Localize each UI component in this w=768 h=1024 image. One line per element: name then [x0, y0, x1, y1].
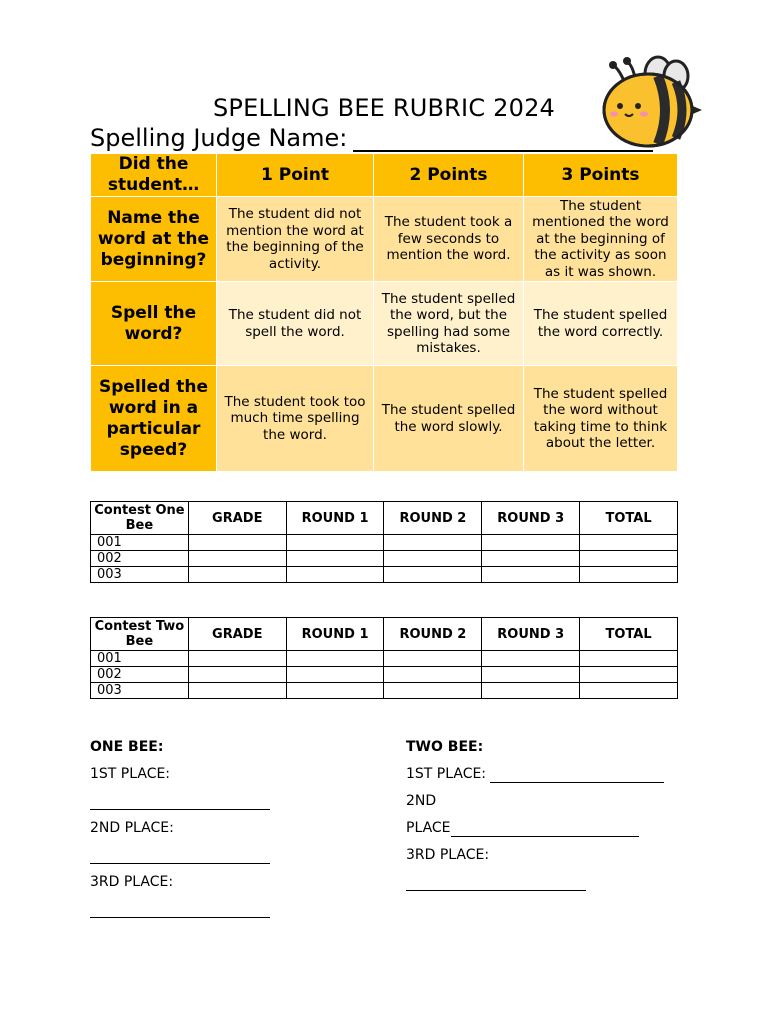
one-bee-first-label: 1ST PLACE: — [90, 766, 171, 782]
contestant-id: 003 — [91, 683, 189, 699]
grade-cell[interactable] — [188, 683, 286, 699]
contestant-id: 002 — [91, 667, 189, 683]
two-bee-second-label-b: PLACE — [406, 820, 451, 836]
score-header-round-1: ROUND 1 — [286, 618, 384, 651]
rubric-cell: The student spelled the word correctly. — [524, 282, 678, 366]
rubric-question: Spelled the word in a particular speed? — [91, 366, 217, 472]
rubric-row — [91, 197, 678, 282]
round-2-cell[interactable] — [384, 551, 482, 567]
contestant-id: 001 — [91, 651, 189, 667]
table-row — [91, 567, 678, 583]
score-header-total: TOTAL — [580, 618, 678, 651]
score-table-two-bee — [90, 617, 678, 699]
round-3-cell[interactable] — [482, 567, 580, 583]
round-1-cell[interactable] — [286, 567, 384, 583]
grade-cell[interactable] — [188, 567, 286, 583]
contestant-id: 001 — [91, 535, 189, 551]
score-header-round-2: ROUND 2 — [384, 618, 482, 651]
score-header-round-2: ROUND 2 — [384, 502, 482, 535]
two-bee-winners — [406, 738, 664, 900]
table-row — [91, 651, 678, 667]
rubric-row — [91, 282, 678, 366]
table-row — [91, 535, 678, 551]
round-1-cell[interactable] — [286, 551, 384, 567]
grade-cell[interactable] — [188, 535, 286, 551]
rubric-header-row — [91, 154, 678, 197]
rubric-table — [90, 153, 678, 472]
rubric-cell: The student did not spell the word. — [217, 282, 374, 366]
bee-illustration-icon — [596, 52, 704, 152]
score-table-one-bee — [90, 501, 678, 583]
rubric-header-3-points: 3 Points — [524, 154, 678, 197]
round-1-cell[interactable] — [286, 651, 384, 667]
total-cell[interactable] — [580, 667, 678, 683]
rubric-question: Name the word at the beginning? — [91, 197, 217, 282]
rubric-cell: The student spelled the word without taking time to think about the letter. — [524, 366, 678, 472]
two-bee-title: TWO BEE: — [406, 739, 484, 755]
judge-name-field — [90, 124, 653, 152]
rubric-row — [91, 366, 678, 472]
grade-cell[interactable] — [188, 551, 286, 567]
table-row — [91, 683, 678, 699]
two-bee-second-label-a: 2ND — [406, 793, 437, 809]
round-2-cell[interactable] — [384, 667, 482, 683]
two-bee-first-blank[interactable] — [490, 767, 664, 783]
rubric-header-criteria: Did the student… — [91, 154, 217, 197]
judge-name-label: Spelling Judge Name: — [90, 124, 348, 152]
rubric-cell: The student spelled the word, but the spelling had some mistakes. — [374, 282, 524, 366]
total-cell[interactable] — [580, 683, 678, 699]
round-3-cell[interactable] — [482, 551, 580, 567]
one-bee-first-blank[interactable] — [90, 794, 270, 810]
round-1-cell[interactable] — [286, 535, 384, 551]
score-header-round-3: ROUND 3 — [482, 502, 580, 535]
score-header-row — [91, 618, 678, 651]
one-bee-winners — [90, 738, 270, 927]
round-3-cell[interactable] — [482, 667, 580, 683]
rubric-cell: The student spelled the word slowly. — [374, 366, 524, 472]
one-bee-third-label: 3RD PLACE: — [90, 874, 174, 890]
round-2-cell[interactable] — [384, 651, 482, 667]
score-header-contest: Contest Two Bee — [91, 618, 189, 651]
round-1-cell[interactable] — [286, 683, 384, 699]
score-header-grade: GRADE — [188, 502, 286, 535]
contestant-id: 003 — [91, 567, 189, 583]
rubric-header-1-point: 1 Point — [217, 154, 374, 197]
rubric-cell: The student mentioned the word at the beginning of the activity as soon as it was shown. — [524, 197, 678, 282]
total-cell[interactable] — [580, 567, 678, 583]
two-bee-second-blank[interactable] — [451, 821, 639, 837]
page-title: SPELLING BEE RUBRIC 2024 — [212, 94, 556, 122]
score-header-grade: GRADE — [188, 618, 286, 651]
one-bee-second-blank[interactable] — [90, 848, 270, 864]
one-bee-title: ONE BEE: — [90, 739, 164, 755]
score-header-round-1: ROUND 1 — [286, 502, 384, 535]
total-cell[interactable] — [580, 651, 678, 667]
score-header-contest: Contest One Bee — [91, 502, 189, 535]
rubric-cell: The student did not mention the word at the beginning of the activity. — [217, 197, 374, 282]
total-cell[interactable] — [580, 551, 678, 567]
table-row — [91, 667, 678, 683]
score-header-row — [91, 502, 678, 535]
round-3-cell[interactable] — [482, 683, 580, 699]
score-header-round-3: ROUND 3 — [482, 618, 580, 651]
grade-cell[interactable] — [188, 667, 286, 683]
grade-cell[interactable] — [188, 651, 286, 667]
two-bee-third-label: 3RD PLACE: — [406, 847, 490, 863]
rubric-header-2-points: 2 Points — [374, 154, 524, 197]
rubric-cell: The student took a few seconds to mention the word. — [374, 197, 524, 282]
round-1-cell[interactable] — [286, 667, 384, 683]
round-2-cell[interactable] — [384, 683, 482, 699]
round-2-cell[interactable] — [384, 535, 482, 551]
one-bee-third-blank[interactable] — [90, 902, 270, 918]
one-bee-second-label: 2ND PLACE: — [90, 820, 174, 836]
round-3-cell[interactable] — [482, 535, 580, 551]
contestant-id: 002 — [91, 551, 189, 567]
round-2-cell[interactable] — [384, 567, 482, 583]
round-3-cell[interactable] — [482, 651, 580, 667]
rubric-cell: The student took too much time spelling the word. — [217, 366, 374, 472]
total-cell[interactable] — [580, 535, 678, 551]
rubric-question: Spell the word? — [91, 282, 217, 366]
score-header-total: TOTAL — [580, 502, 678, 535]
two-bee-third-blank[interactable] — [406, 875, 586, 891]
table-row — [91, 551, 678, 567]
two-bee-first-label: 1ST PLACE: — [406, 766, 491, 782]
